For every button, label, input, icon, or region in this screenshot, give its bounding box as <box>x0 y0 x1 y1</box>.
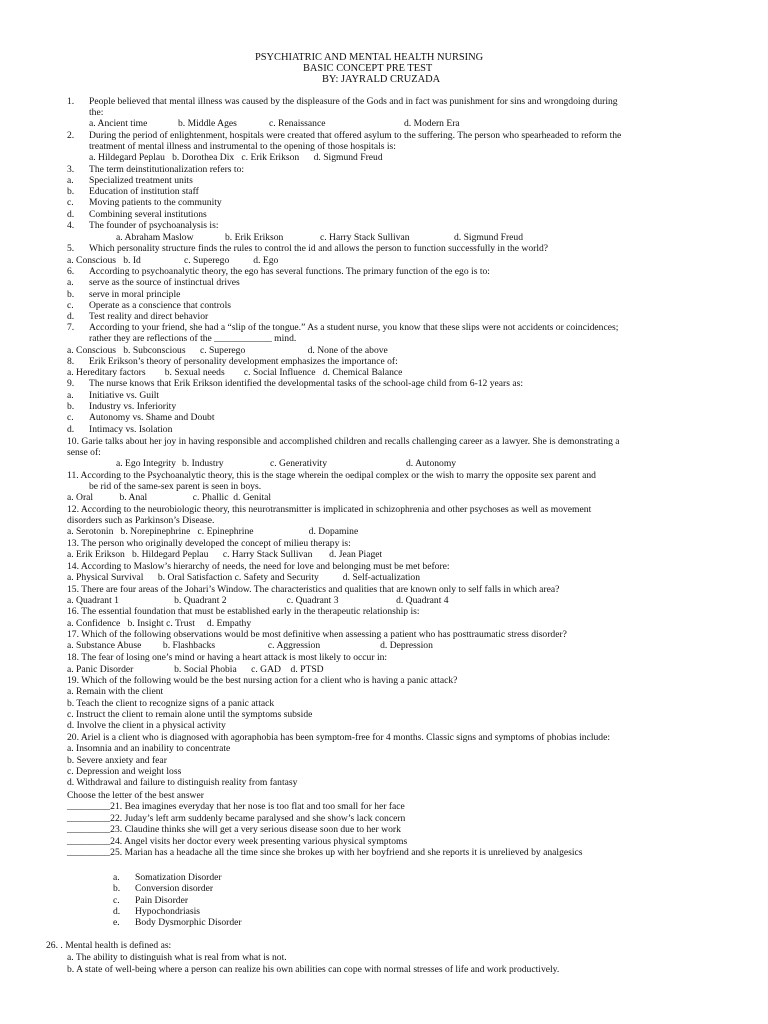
item-number: 2. <box>67 130 75 141</box>
line-text: _________24. Angel visits her doctor every week presenting various physical symptoms <box>67 836 408 847</box>
answer-option: c. Generativity <box>270 458 328 469</box>
line-text: People believed that mental illness was caused by the displeasure of the Gods and in fact was punishment for sins and wrongdoing during <box>89 96 618 107</box>
answer-option: a. Abraham Maslow <box>116 232 194 243</box>
line-text: Intimacy vs. Isolation <box>89 424 173 435</box>
line-text: a. Erik Erikson b. Hildegard Peplau c. Harry Stack Sullivan d. Jean Piaget <box>67 549 383 560</box>
line-text: a. The ability to distinguish what is real from what is not. <box>67 952 287 963</box>
line-text: _________21. Bea imagines everyday that her nose is too flat and too small for her face <box>67 801 405 812</box>
line-text: The nurse knows that Erik Erikson identified the developmental tasks of the school-age child from 6-12 years as: <box>89 378 524 389</box>
item-number: a. <box>67 277 74 288</box>
line-text: Moving patients to the community <box>89 197 222 208</box>
line-text: During the period of enlightenment, hospitals were created that offered asylum to the suffering. The person who spearheaded to reform the <box>89 130 622 141</box>
item-number: e. <box>113 917 120 928</box>
answer-option: a. Ego Integrity <box>116 458 176 469</box>
line-text: Autonomy vs. Shame and Doubt <box>89 412 215 423</box>
line-text: a. Quadrant 1 b. Quadrant 2 c. Quadrant 3 d. Quadrant 4 <box>67 595 449 606</box>
line-text: a. Remain with the client <box>67 686 164 697</box>
line-text: 12. According to the neurobiologic theory, this neurotransmitter is implicated in schizophrenia and other psychoses as well as movement <box>67 504 592 515</box>
line-text: The term deinstitutionalization refers to: <box>89 164 245 175</box>
answer-option: a. Ancient time <box>89 118 148 129</box>
line-text: 11. According to the Psychoanalytic theory, this is the stage wherein the oedipal complex or the wish to marry the opposite sex parent and <box>67 470 596 481</box>
line-text: Choose the letter of the best answer <box>67 790 204 801</box>
line-text: be rid of the same-sex parent is seen in boys. <box>89 481 262 492</box>
item-number: d. <box>67 424 75 435</box>
line-text: c. Depression and weight loss <box>67 766 182 777</box>
line-text: a. Panic Disorder b. Social Phobia c. GAD d. PTSD <box>67 664 324 675</box>
line-text: Operate as a conscience that controls <box>89 300 231 311</box>
answer-option: c. Renaissance <box>269 118 326 129</box>
line-text: a. Oral b. Anal c. Phallic d. Genital <box>67 492 272 503</box>
document-author: BY: JAYRALD CRUZADA <box>322 74 441 85</box>
line-text: serve in moral principle <box>89 289 181 300</box>
line-text: 20. Ariel is a client who is diagnosed with agoraphobia has been symptom-free for 4 months. Classic signs and symptoms of phobias include: <box>67 732 611 743</box>
line-text: _________23. Claudine thinks she will get a very serious disease soon due to her work <box>67 824 401 835</box>
line-text: 14. According to Maslow’s hierarchy of needs, the need for love and belonging must be met before: <box>67 561 450 572</box>
document-subtitle: BASIC CONCEPT PRE TEST <box>303 63 433 74</box>
line-text: a. Hereditary factors b. Sexual needs c. Social Influence d. Chemical Balance <box>67 367 403 378</box>
answer-option: b. Middle Ages <box>178 118 237 129</box>
line-text: The founder of psychoanalysis is: <box>89 220 219 231</box>
line-text: a. Conscious b. Subconscious c. Superego d. None of the above <box>67 345 388 356</box>
line-text: 19. Which of the following would be the best nursing action for a client who is having a panic attack? <box>67 675 458 686</box>
line-text: b. A state of well-being where a person can realize his own abilities can cope with normal stresses of life and work productively. <box>67 964 560 975</box>
line-text: 18. The fear of losing one’s mind or having a heart attack is most likely to occur in: <box>67 652 388 663</box>
line-text: Hypochondriasis <box>135 906 201 917</box>
line-text: Which personality structure finds the rules to control the id and allows the person to function successfully in the world? <box>89 243 549 254</box>
line-text: Specialized treatment units <box>89 175 193 186</box>
line-text: Education of institution staff <box>89 186 199 197</box>
line-text: _________22. Juday’s left arm suddenly became paralysed and she show’s lack concern <box>67 813 406 824</box>
line-text: sense of: <box>67 447 101 458</box>
item-number: 1. <box>67 96 75 107</box>
answer-option: b. Erik Erikson <box>225 232 284 243</box>
item-number: 6. <box>67 266 75 277</box>
line-text: Conversion disorder <box>135 883 214 894</box>
item-number: b. <box>113 883 121 894</box>
line-text: Initiative vs. Guilt <box>89 390 160 401</box>
line-text: Body Dysmorphic Disorder <box>135 917 242 928</box>
line-text: According to psychoanalytic theory, the ego has several functions. The primary function of the ego is to: <box>89 266 490 277</box>
line-text: rather they are reflections of the ____________ mind. <box>89 333 297 344</box>
line-text: 17. Which of the following observations would be most definitive when assessing a patient who has posttraumatic stress disorder? <box>67 629 567 640</box>
line-text: d. Involve the client in a physical activity <box>67 720 226 731</box>
answer-option: d. Sigmund Freud <box>454 232 524 243</box>
item-number: c. <box>67 197 74 208</box>
line-text: disorders such as Parkinson’s Disease. <box>67 515 215 526</box>
item-number: d. <box>67 311 75 322</box>
line-text: b. Teach the client to recognize signs of a panic attack <box>67 698 275 709</box>
item-number: d. <box>113 906 121 917</box>
line-text: 10. Garie talks about her joy in having responsible and accomplished children and recalls challenging career as a lawyer. She is demonstrating a <box>67 436 620 447</box>
line-text: 16. The essential foundation that must be established early in the therapeutic relationship is: <box>67 606 420 617</box>
line-text: c. Instruct the client to remain alone until the symptoms subside <box>67 709 313 720</box>
line-text: a. Confidence b. Insight c. Trust d. Empathy <box>67 618 252 629</box>
line-text: According to your friend, she had a “slip of the tongue.” As a student nurse, you know that these slips were not accidents or coincidences; <box>89 322 619 333</box>
line-text: the: <box>89 107 104 118</box>
line-text: Somatization Disorder <box>135 872 222 883</box>
line-text: _________25. Marian has a headache all the time since she brokes up with her boyfriend and she reports it is unrelieved by analgesics <box>67 847 583 858</box>
line-text: 13. The person who originally developed the concept of milieu therapy is: <box>67 538 351 549</box>
line-text: a. Serotonin b. Norepinephrine c. Epinephrine d. Dopamine <box>67 526 359 537</box>
item-number: b. <box>67 289 75 300</box>
line-text: Combining several institutions <box>89 209 207 220</box>
answer-option: d. Autonomy <box>406 458 457 469</box>
line-text: a. Substance Abuse b. Flashbacks c. Aggression d. Depression <box>67 640 433 651</box>
answer-option: c. Harry Stack Sullivan <box>320 232 410 243</box>
line-text: Pain Disorder <box>135 895 189 906</box>
item-number: c. <box>67 412 74 423</box>
line-text: a. Hildegard Peplau b. Dorothea Dix c. Erik Erikson d. Sigmund Freud <box>89 152 383 163</box>
item-number: a. <box>67 175 74 186</box>
line-text: a. Conscious b. Id c. Superego d. Ego <box>67 255 279 266</box>
line-text: 15. There are four areas of the Johari’s Window. The characteristics and qualities that are known only to self falls in which area? <box>67 584 560 595</box>
item-number: a. <box>113 872 120 883</box>
line-text: serve as the source of instinctual drives <box>89 277 240 288</box>
item-number: b. <box>67 186 75 197</box>
document-title: PSYCHIATRIC AND MENTAL HEALTH NURSING <box>255 52 484 63</box>
item-number: d. <box>67 209 75 220</box>
answer-option: d. Modern Era <box>404 118 460 129</box>
item-number: 7. <box>67 322 75 333</box>
item-number: 3. <box>67 164 75 175</box>
line-text: Test reality and direct behavior <box>89 311 209 322</box>
line-text: d. Withdrawal and failure to distinguish reality from fantasy <box>67 777 298 788</box>
item-number: c. <box>113 895 120 906</box>
line-text: Industry vs. Inferiority <box>89 401 177 412</box>
item-number: a. <box>67 390 74 401</box>
line-text: Erik Erikson’s theory of personality development emphasizes the importance of: <box>89 356 398 367</box>
line-text: 26. . Mental health is defined as: <box>46 940 172 951</box>
answer-option: b. Industry <box>182 458 224 469</box>
item-number: c. <box>67 300 74 311</box>
item-number: 8. <box>67 356 75 367</box>
line-text: a. Insomnia and an inability to concentrate <box>67 743 231 754</box>
item-number: b. <box>67 401 75 412</box>
item-number: 5. <box>67 243 75 254</box>
line-text: b. Severe anxiety and fear <box>67 755 167 766</box>
item-number: 9. <box>67 378 75 389</box>
item-number: 4. <box>67 220 75 231</box>
line-text: a. Physical Survival b. Oral Satisfaction c. Safety and Security d. Self-actualization <box>67 572 421 583</box>
line-text: treatment of mental illness and instrumental to the opening of those hospitals is: <box>89 141 396 152</box>
